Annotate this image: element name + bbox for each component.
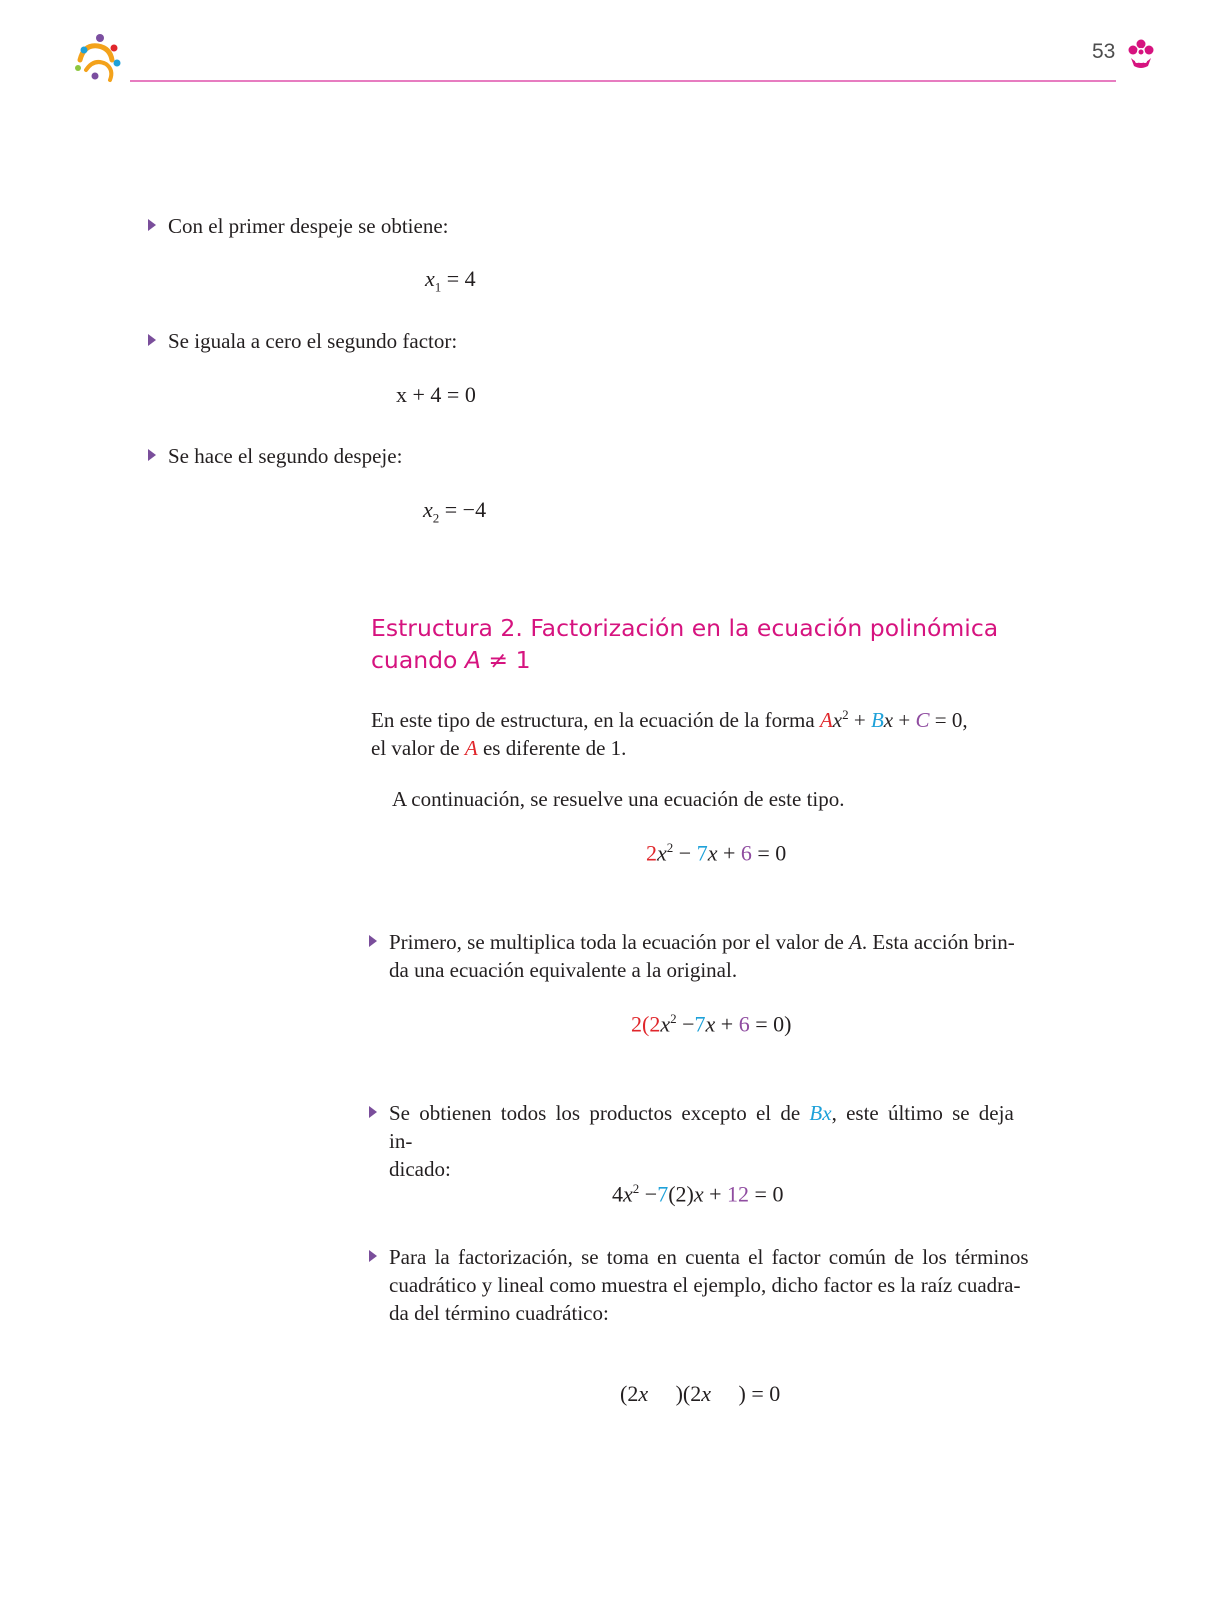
equation-a: $2x^2 - 7x + 6 = 0$ — [646, 840, 787, 866]
equation-x1: $x_1 = 4$ — [425, 266, 476, 295]
step-products: Se obtienen todos los productos excepto el de Bx, este último se deja in- dicado: — [389, 1099, 1029, 1183]
step-factorization: Para la factorización, se toma en cuenta el factor común de los términos cuadrático y lineal como muestra el ejemplo, dicho factor es la raíz cuadra- da del término cuadrático: — [389, 1243, 1029, 1327]
bullet-triangle-icon — [148, 219, 156, 231]
equation-c: $4x^2 -7(2)x + 12 = 0$ — [612, 1181, 784, 1207]
equation-b: $2(2x^2 -7x + 6 = 0)$ — [631, 1011, 792, 1037]
publisher-logo-icon — [70, 30, 126, 86]
continuation-text: A continuación, se resuelve una ecuación de este tipo. — [392, 787, 845, 811]
bullet-item: Se iguala a cero el segundo factor: — [168, 327, 457, 355]
bullet-triangle-icon — [369, 1106, 377, 1118]
equation-x2: $x_2 = -4$ — [423, 497, 487, 526]
equation-second-factor: x + 4 = 0 — [396, 382, 476, 407]
bullet-item: Se hace el segundo despeje: — [168, 442, 402, 470]
bullet-triangle-icon — [148, 334, 156, 346]
intro-paragraph: En este tipo de estructura, en la ecuación de la forma $Ax^2 + Bx + C = 0$, el valor de A es diferente de 1. — [371, 707, 968, 760]
bullet-item: Con el primer despeje se obtiene: — [168, 212, 449, 240]
header-rule — [130, 80, 1116, 82]
step-multiply: Primero, se multiplica toda la ecuación por el valor de A. Esta acción brin- da una ecuación equivalente a la original. — [389, 928, 1029, 984]
bullet-triangle-icon — [369, 935, 377, 947]
page-number: 53 — [1092, 40, 1116, 63]
equation-d: (2x )(2x ) = 0 — [620, 1381, 781, 1406]
bullet-triangle-icon — [148, 449, 156, 461]
flower-ornament-icon — [1126, 38, 1156, 70]
section-heading: Estructura 2. Factorización en la ecuación polinómica cuando A ≠ 1 — [371, 614, 999, 674]
bullet-triangle-icon — [369, 1250, 377, 1262]
